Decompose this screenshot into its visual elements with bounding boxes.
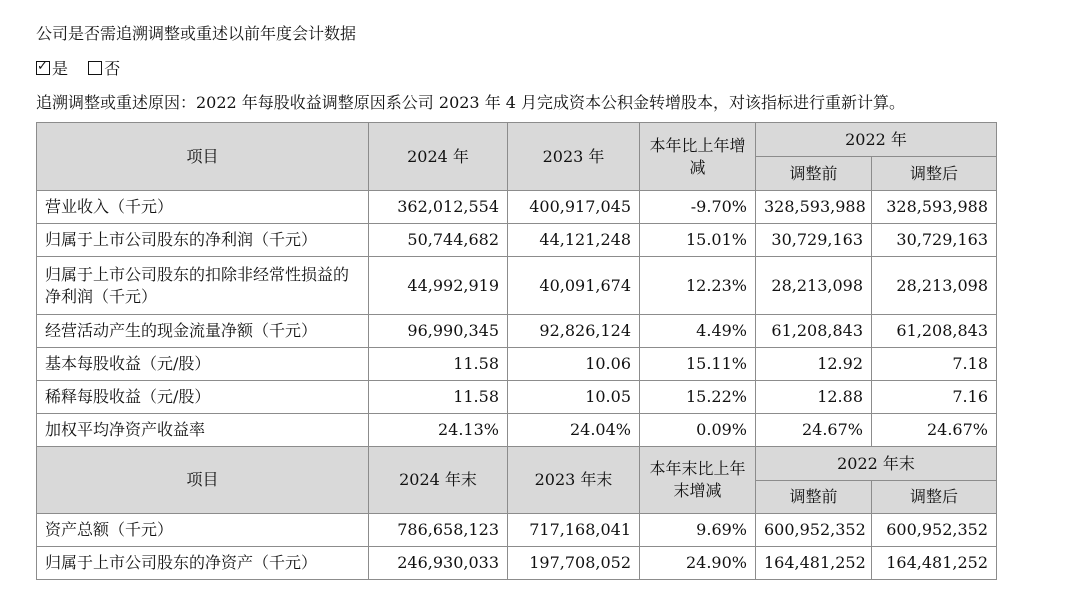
header-prior-year: 2023 年末	[508, 447, 640, 514]
value-change: 15.11%	[640, 348, 756, 381]
table-row	[37, 348, 997, 381]
value-change: 15.01%	[640, 224, 756, 257]
table1-header-row	[37, 123, 997, 157]
restatement-question: 公司是否需追溯调整或重述以前年度会计数据	[36, 24, 357, 43]
table2-header-row	[37, 447, 997, 481]
value-current-year: 786,658,123	[369, 514, 508, 547]
header-change: 本年末比上年末增减	[640, 447, 756, 514]
value-prior-year: 10.06	[508, 348, 640, 381]
value-current-year: 362,012,554	[369, 191, 508, 224]
value-after-adjustment: 61,208,843	[872, 315, 997, 348]
value-after-adjustment: 164,481,252	[872, 547, 997, 580]
value-change: 24.90%	[640, 547, 756, 580]
table-row	[37, 224, 997, 257]
value-current-year: 50,744,682	[369, 224, 508, 257]
header-item: 项目	[37, 447, 369, 514]
header-2022: 2022 年末	[756, 447, 997, 481]
value-change: 4.49%	[640, 315, 756, 348]
value-before-adjustment: 12.92	[756, 348, 872, 381]
header-after-adjustment: 调整后	[872, 157, 997, 191]
row-label: 归属于上市公司股东的净利润（千元）	[37, 224, 369, 257]
table-row	[37, 257, 997, 315]
header-after-adjustment: 调整后	[872, 481, 997, 514]
value-change: 12.23%	[640, 257, 756, 315]
row-label: 资产总额（千元）	[37, 514, 369, 547]
value-change: 15.22%	[640, 381, 756, 414]
header-prior-year: 2023 年	[508, 123, 640, 191]
table-row	[37, 315, 997, 348]
value-prior-year: 24.04%	[508, 414, 640, 447]
value-current-year: 246,930,033	[369, 547, 508, 580]
value-prior-year: 717,168,041	[508, 514, 640, 547]
row-label: 加权平均净资产收益率	[37, 414, 369, 447]
yes-checkbox[interactable]	[36, 61, 50, 75]
value-before-adjustment: 61,208,843	[756, 315, 872, 348]
value-after-adjustment: 600,952,352	[872, 514, 997, 547]
value-current-year: 11.58	[369, 348, 508, 381]
table-row	[37, 191, 997, 224]
value-before-adjustment: 164,481,252	[756, 547, 872, 580]
financial-data-table	[36, 122, 997, 580]
value-after-adjustment: 28,213,098	[872, 257, 997, 315]
value-change: -9.70%	[640, 191, 756, 224]
row-label: 基本每股收益（元/股）	[37, 348, 369, 381]
no-label: 否	[104, 59, 121, 78]
value-change: 9.69%	[640, 514, 756, 547]
restatement-reason: 追溯调整或重述原因：2022 年每股收益调整原因系公司 2023 年 4 月完成资本公积金转增股本，对该指标进行重新计算。	[36, 93, 906, 112]
value-prior-year: 40,091,674	[508, 257, 640, 315]
header-2022: 2022 年	[756, 123, 997, 157]
no-checkbox[interactable]	[88, 61, 102, 75]
header-current-year: 2024 年	[369, 123, 508, 191]
table-row	[37, 514, 997, 547]
header-current-year: 2024 年末	[369, 447, 508, 514]
value-prior-year: 44,121,248	[508, 224, 640, 257]
header-change: 本年比上年增减	[640, 123, 756, 191]
restatement-choice	[36, 56, 120, 79]
value-before-adjustment: 600,952,352	[756, 514, 872, 547]
value-after-adjustment: 7.18	[872, 348, 997, 381]
row-label: 稀释每股收益（元/股）	[37, 381, 369, 414]
value-before-adjustment: 28,213,098	[756, 257, 872, 315]
value-current-year: 24.13%	[369, 414, 508, 447]
table-row	[37, 414, 997, 447]
value-prior-year: 400,917,045	[508, 191, 640, 224]
row-label: 营业收入（千元）	[37, 191, 369, 224]
value-after-adjustment: 7.16	[872, 381, 997, 414]
value-prior-year: 197,708,052	[508, 547, 640, 580]
header-item: 项目	[37, 123, 369, 191]
value-after-adjustment: 24.67%	[872, 414, 997, 447]
value-current-year: 96,990,345	[369, 315, 508, 348]
value-before-adjustment: 24.67%	[756, 414, 872, 447]
row-label: 归属于上市公司股东的净资产（千元）	[37, 547, 369, 580]
value-current-year: 11.58	[369, 381, 508, 414]
value-after-adjustment: 30,729,163	[872, 224, 997, 257]
table-row	[37, 547, 997, 580]
header-before-adjustment: 调整前	[756, 157, 872, 191]
yes-label: 是	[52, 59, 69, 78]
value-before-adjustment: 30,729,163	[756, 224, 872, 257]
value-change: 0.09%	[640, 414, 756, 447]
table-row	[37, 381, 997, 414]
value-current-year: 44,992,919	[369, 257, 508, 315]
value-after-adjustment: 328,593,988	[872, 191, 997, 224]
value-before-adjustment: 328,593,988	[756, 191, 872, 224]
value-prior-year: 92,826,124	[508, 315, 640, 348]
value-prior-year: 10.05	[508, 381, 640, 414]
header-before-adjustment: 调整前	[756, 481, 872, 514]
value-before-adjustment: 12.88	[756, 381, 872, 414]
row-label: 经营活动产生的现金流量净额（千元）	[37, 315, 369, 348]
row-label: 归属于上市公司股东的扣除非经常性损益的净利润（千元）	[37, 257, 369, 315]
